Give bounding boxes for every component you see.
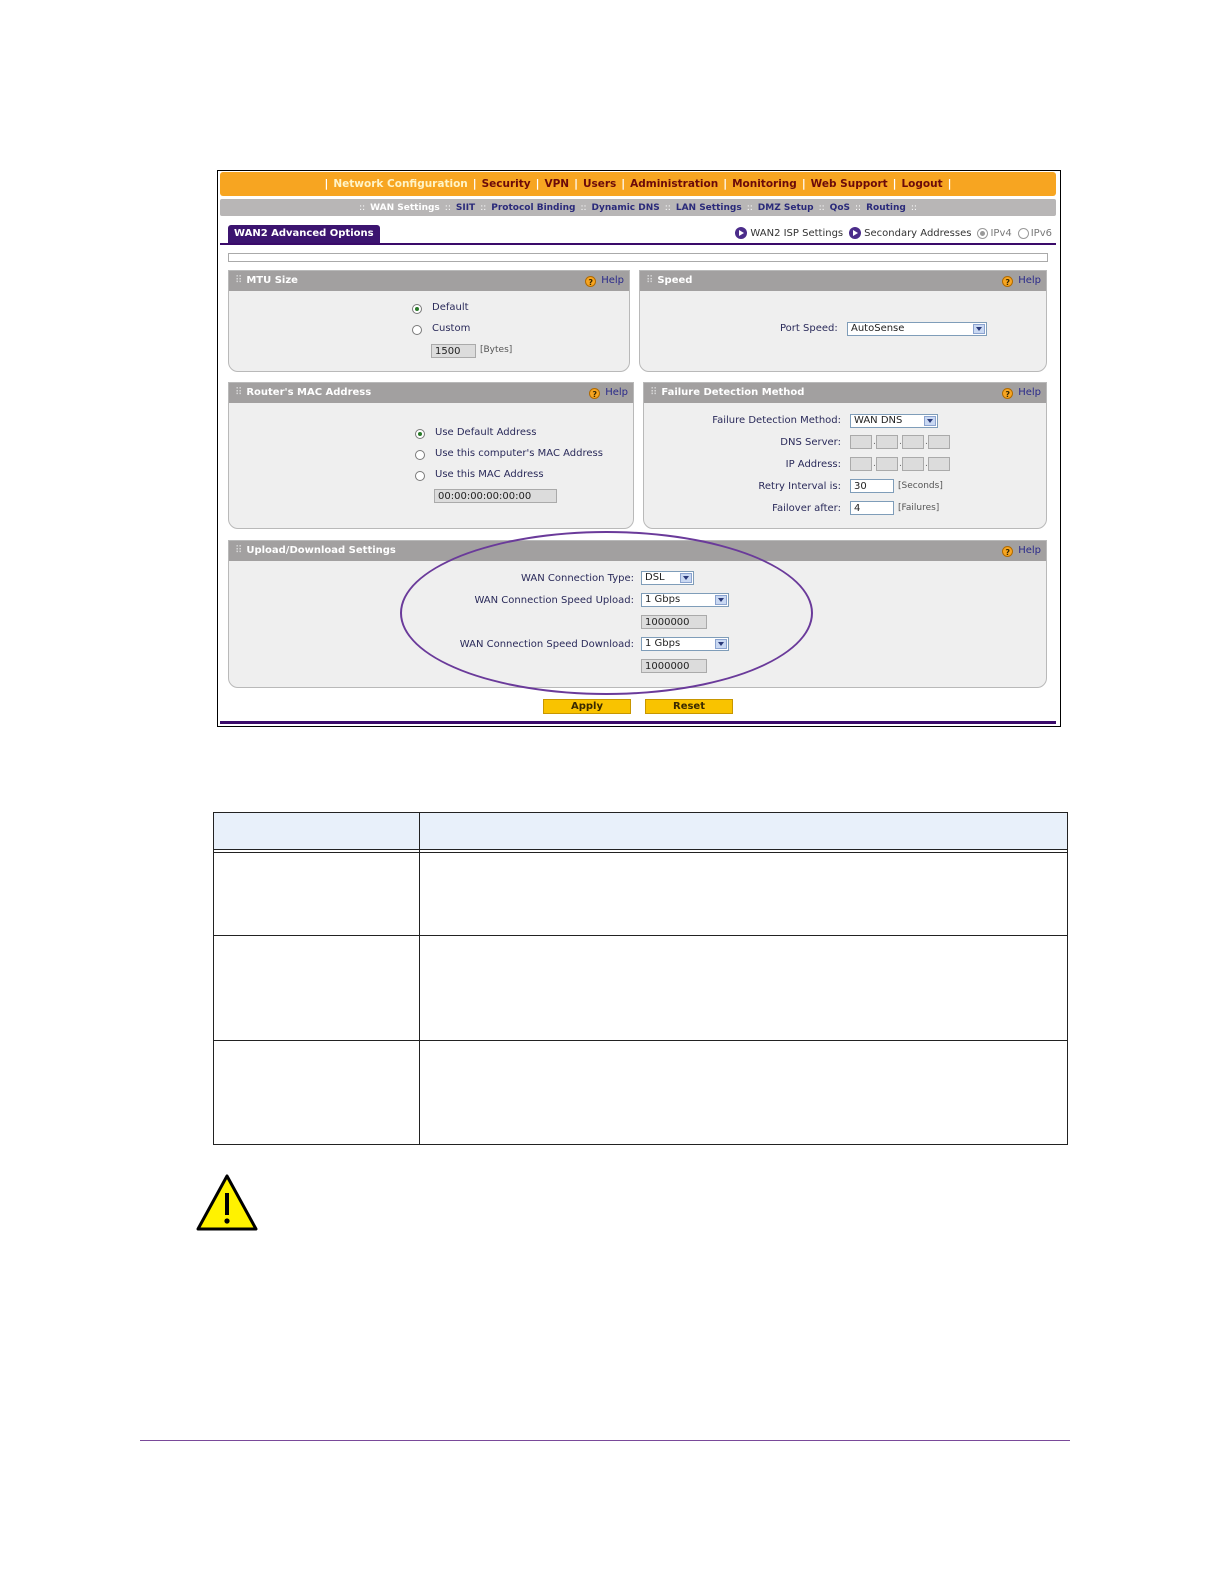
failure-title: Failure Detection Method	[661, 387, 805, 398]
ip-dot: .	[899, 459, 902, 469]
failure-help-link[interactable]	[1002, 383, 1041, 403]
failover-unit-label: [Failures]	[898, 503, 940, 513]
ip-dot: .	[873, 437, 876, 447]
help-label: Help	[1018, 387, 1041, 398]
subnav-protocol-binding[interactable]: Protocol Binding	[491, 202, 576, 213]
settings-table	[213, 812, 1068, 1145]
arrow-circle-icon	[735, 227, 747, 239]
link-secondary-addresses[interactable]: Secondary Addresses	[864, 227, 972, 239]
ip-octet-2[interactable]	[876, 457, 898, 471]
upload-speed-label: WAN Connection Speed Upload:	[474, 595, 634, 606]
ipv6-radio[interactable]	[1018, 228, 1029, 239]
mtu-help-link[interactable]	[585, 271, 624, 291]
ip-octet-1[interactable]	[850, 457, 872, 471]
help-label: Help	[1018, 275, 1041, 286]
conn-type-label: WAN Connection Type:	[521, 573, 634, 584]
mtu-title: MTU Size	[246, 275, 298, 286]
mtu-default-radio[interactable]	[412, 304, 422, 314]
download-speed-input[interactable]: 1000000	[641, 659, 707, 673]
mac-help-link[interactable]	[589, 383, 628, 403]
dns-server-label: DNS Server:	[780, 437, 841, 448]
mtu-custom-label: Custom	[432, 323, 471, 334]
speed-title: Speed	[657, 275, 693, 286]
help-icon: ?	[1002, 388, 1013, 399]
dns-octet-3[interactable]	[902, 435, 924, 449]
help-icon: ?	[585, 276, 596, 287]
updown-title: Upload/Download Settings	[246, 545, 396, 556]
help-label: Help	[601, 275, 624, 286]
mtu-value-input[interactable]: 1500	[431, 344, 476, 358]
updown-help-link[interactable]	[1002, 541, 1041, 561]
table-row-divider	[214, 935, 1067, 936]
ip-dot: .	[899, 437, 902, 447]
failure-method-label: Failure Detection Method:	[712, 415, 841, 426]
mtu-custom-radio[interactable]	[412, 325, 422, 335]
mtu-size-panel	[228, 270, 630, 372]
help-icon: ?	[1002, 276, 1013, 287]
arrow-circle-icon	[849, 227, 861, 239]
grip-icon: ⠿	[646, 275, 654, 286]
retry-interval-input[interactable]: 30	[850, 479, 894, 493]
mac-this-label: Use this MAC Address	[435, 469, 544, 480]
ipv4-label: IPv4	[990, 227, 1012, 239]
speed-help-link[interactable]	[1002, 271, 1041, 291]
table-row-divider	[214, 1040, 1067, 1041]
panel-header	[640, 271, 1046, 291]
ip-dot: .	[925, 437, 928, 447]
help-icon: ?	[1002, 546, 1013, 557]
download-speed-label: WAN Connection Speed Download:	[459, 639, 634, 650]
footer-rule	[140, 1440, 1070, 1441]
mtu-unit-label: [Bytes]	[480, 345, 513, 355]
subnav-routing[interactable]: Routing	[866, 202, 906, 213]
port-speed-select[interactable]	[847, 322, 987, 336]
subnav-lan-settings[interactable]: LAN Settings	[675, 202, 742, 213]
status-bar	[228, 253, 1048, 262]
table-divider	[214, 852, 1067, 853]
link-wan2-isp-settings[interactable]: WAN2 ISP Settings	[750, 227, 844, 239]
ip-dot: .	[873, 459, 876, 469]
retry-unit-label: [Seconds]	[898, 481, 943, 491]
nav-logout[interactable]: Logout	[901, 178, 943, 190]
panel-header	[229, 271, 629, 291]
help-icon: ?	[589, 388, 600, 399]
mac-default-radio[interactable]	[415, 429, 425, 439]
mac-address-panel	[228, 382, 634, 529]
upload-speed-value: 1 Gbps	[645, 594, 681, 605]
chevron-down-icon	[973, 324, 985, 334]
reset-button[interactable]: Reset	[645, 699, 733, 714]
bottom-bar	[220, 721, 1056, 724]
mac-computer-label: Use this computer's MAC Address	[435, 448, 603, 459]
mac-address-input[interactable]: 00:00:00:00:00:00	[434, 489, 557, 503]
help-label: Help	[1018, 545, 1041, 556]
mac-computer-radio[interactable]	[415, 450, 425, 460]
panel-header	[229, 383, 633, 403]
nav-vpn[interactable]: VPN	[544, 178, 570, 190]
top-nav: | Network Configuration | Security | VPN | Users | Administration | Monitoring | Web Support | Logout |	[220, 172, 1056, 196]
highlight-oval	[400, 531, 813, 695]
sub-nav: :: WAN Settings :: SIIT :: Protocol Binding :: Dynamic DNS :: LAN Settings :: DMZ Setup :: QoS :: Routing ::	[220, 199, 1056, 216]
mtu-default-label: Default	[432, 302, 469, 313]
subnav-wan-settings[interactable]: WAN Settings	[370, 202, 440, 213]
ipv6-label: IPv6	[1030, 227, 1052, 239]
chevron-down-icon	[924, 416, 936, 426]
failure-method-value: WAN DNS	[854, 415, 903, 426]
ip-octet-3[interactable]	[902, 457, 924, 471]
speed-panel	[639, 270, 1047, 372]
table-header	[214, 813, 1067, 850]
tab-bar	[220, 225, 1056, 245]
help-label: Help	[605, 387, 628, 398]
failure-method-select[interactable]	[850, 414, 938, 428]
subnav-siit[interactable]: SIIT	[455, 202, 476, 213]
dns-octet-1[interactable]	[850, 435, 872, 449]
nav-administration[interactable]: Administration	[630, 178, 719, 190]
subnav-qos[interactable]: QoS	[829, 202, 850, 213]
mac-default-label: Use Default Address	[435, 427, 537, 438]
dns-octet-4[interactable]	[928, 435, 950, 449]
grip-icon: ⠿	[235, 275, 243, 286]
nav-web-support[interactable]: Web Support	[810, 178, 888, 190]
grip-icon: ⠿	[235, 387, 243, 398]
nav-monitoring[interactable]: Monitoring	[732, 178, 797, 190]
ip-dot: .	[925, 459, 928, 469]
subnav-dynamic-dns[interactable]: Dynamic DNS	[591, 202, 660, 213]
failure-detection-panel	[643, 382, 1047, 529]
port-speed-value: AutoSense	[851, 323, 905, 334]
conn-type-value: DSL	[645, 572, 665, 583]
ip-octet-4[interactable]	[928, 457, 950, 471]
mac-title: Router's MAC Address	[246, 387, 372, 398]
apply-button[interactable]: Apply	[543, 699, 631, 714]
dns-octet-2[interactable]	[876, 435, 898, 449]
retry-interval-label: Retry Interval is:	[758, 481, 841, 492]
ip-address-label: IP Address:	[785, 459, 841, 470]
panel-header	[644, 383, 1046, 403]
ipv4-radio[interactable]	[977, 228, 988, 239]
failover-input[interactable]: 4	[850, 501, 894, 515]
grip-icon: ⠿	[650, 387, 658, 398]
tab-wan2-advanced-options[interactable]: WAN2 Advanced Options	[228, 225, 380, 243]
nav-users[interactable]: Users	[582, 178, 617, 190]
nav-security[interactable]: Security	[481, 178, 531, 190]
upload-speed-input[interactable]: 1000000	[641, 615, 707, 629]
nav-network-configuration[interactable]: Network Configuration	[333, 178, 468, 190]
failover-label: Failover after:	[772, 503, 841, 514]
tab-links	[735, 227, 1052, 239]
warning-icon	[195, 1173, 259, 1237]
subnav-dmz-setup[interactable]: DMZ Setup	[757, 202, 814, 213]
table-column-divider	[419, 813, 420, 1144]
port-speed-label: Port Speed:	[780, 323, 838, 334]
download-speed-value: 1 Gbps	[645, 638, 681, 649]
grip-icon: ⠿	[235, 545, 243, 556]
mac-this-radio[interactable]	[415, 471, 425, 481]
